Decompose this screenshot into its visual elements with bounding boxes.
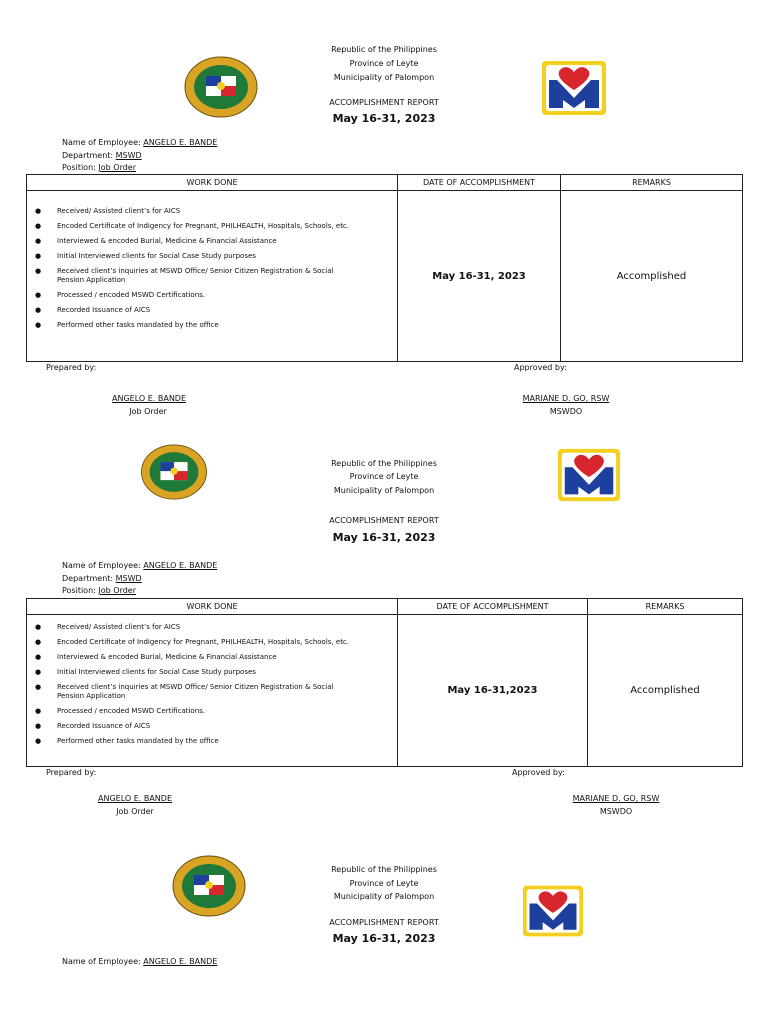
- list-item: ● Received client’s inquiries at MSWD Office/ Senior Citizen Registration & Social Pension Application: [57, 267, 357, 285]
- header-republic: Republic of the Philippines: [331, 865, 437, 874]
- col-remarks: REMARKS: [588, 599, 743, 615]
- employee-name-label: Name of Employee:: [62, 561, 141, 570]
- header-republic: Republic of the Philippines: [331, 45, 437, 54]
- preparer-title: Job Order: [116, 807, 154, 816]
- prepared-by-label: Prepared by:: [46, 363, 97, 372]
- header-municipality: Municipality of Palompon: [333, 486, 435, 495]
- col-work-done: WORK DONE: [27, 599, 398, 615]
- date-cell: May 16-31,2023: [398, 615, 588, 767]
- employee-name: ANGELO E. BANDE: [143, 561, 218, 570]
- position-label: Position:: [62, 586, 96, 595]
- employee-name-label: Name of Employee:: [62, 957, 141, 966]
- list-item: ● Interviewed & encoded Burial, Medicine & Financial Assistance: [57, 653, 397, 662]
- department-label: Department:: [62, 151, 114, 160]
- header-province: Province of Leyte: [349, 472, 419, 481]
- list-item: ● Recorded Issuance of AICS: [57, 722, 397, 731]
- preparer-name: ANGELO E. BANDE: [97, 794, 173, 803]
- header-province: Province of Leyte: [349, 879, 419, 888]
- approver-title: MSWDO: [549, 407, 583, 416]
- employee-name-row: [62, 957, 217, 967]
- department-label: Department:: [62, 574, 114, 583]
- list-item: ● Received/ Assisted client’s for AICS: [57, 207, 397, 216]
- approved-by-label: Approved by:: [512, 768, 565, 777]
- list-item: ● Encoded Certificate of Indigency for Pregnant, PHILHEALTH, Hospitals, Schools, etc.: [57, 222, 397, 231]
- remarks-cell: Accomplished: [561, 191, 743, 362]
- remarks-cell: Accomplished: [588, 615, 743, 767]
- list-item: ● Initial Interviewed clients for Social Case Study purposes: [57, 668, 397, 677]
- header-municipality: Municipality of Palompon: [333, 73, 435, 82]
- list-item: ● Performed other tasks mandated by the office: [57, 321, 397, 330]
- preparer-name: ANGELO E. BANDE: [112, 394, 187, 403]
- col-date: DATE OF ACCOMPLISHMENT: [398, 599, 588, 615]
- date-cell: May 16-31, 2023: [398, 191, 561, 362]
- col-work-done: WORK DONE: [27, 175, 398, 191]
- report-title: ACCOMPLISHMENT REPORT: [329, 918, 439, 927]
- list-item: ● Processed / encoded MSWD Certifications.: [57, 707, 397, 716]
- list-item: ● Processed / encoded MSWD Certifications.: [57, 291, 397, 300]
- approver-title: MSWDO: [599, 807, 633, 816]
- col-date: DATE OF ACCOMPLISHMENT: [398, 175, 561, 191]
- approved-by-label: Approved by:: [514, 363, 567, 372]
- employee-name: ANGELO E. BANDE: [143, 138, 218, 147]
- report-title: ACCOMPLISHMENT REPORT: [329, 98, 439, 107]
- position-label: Position:: [62, 163, 96, 172]
- prepared-by-label: Prepared by:: [46, 768, 97, 777]
- employee-name-label: Name of Employee:: [62, 138, 141, 147]
- list-item: ● Received client’s inquiries at MSWD Office/ Senior Citizen Registration & Social Pension Application: [57, 683, 357, 701]
- list-item: ● Performed other tasks mandated by the office: [57, 737, 397, 746]
- report-title: ACCOMPLISHMENT REPORT: [329, 516, 439, 525]
- approver-name: MARIANE D. GO, RSW: [572, 794, 660, 803]
- list-item: ● Initial Interviewed clients for Social Case Study purposes: [57, 252, 397, 261]
- report-date: May 16-31, 2023: [332, 531, 436, 544]
- preparer-title: Job Order: [129, 407, 167, 416]
- department: MSWD: [115, 574, 142, 583]
- position: Job Order: [98, 586, 136, 595]
- report-date: May 16-31, 2023: [332, 932, 436, 945]
- header-republic: Republic of the Philippines: [331, 459, 437, 468]
- header-municipality: Municipality of Palompon: [333, 892, 435, 901]
- list-item: ● Interviewed & encoded Burial, Medicine & Financial Assistance: [57, 237, 397, 246]
- report-date: May 16-31, 2023: [332, 112, 436, 125]
- list-item: ● Received/ Assisted client’s for AICS: [57, 623, 397, 632]
- list-item: ● Encoded Certificate of Indigency for Pregnant, PHILHEALTH, Hospitals, Schools, etc.: [57, 638, 397, 647]
- header-province: Province of Leyte: [349, 59, 419, 68]
- approver-name: MARIANE D. GO, RSW: [522, 394, 610, 403]
- list-item: ● Recorded Issuance of AICS: [57, 306, 397, 315]
- position: Job Order: [98, 163, 136, 172]
- department: MSWD: [115, 151, 142, 160]
- col-remarks: REMARKS: [561, 175, 743, 191]
- employee-name: ANGELO E. BANDE: [143, 957, 218, 966]
